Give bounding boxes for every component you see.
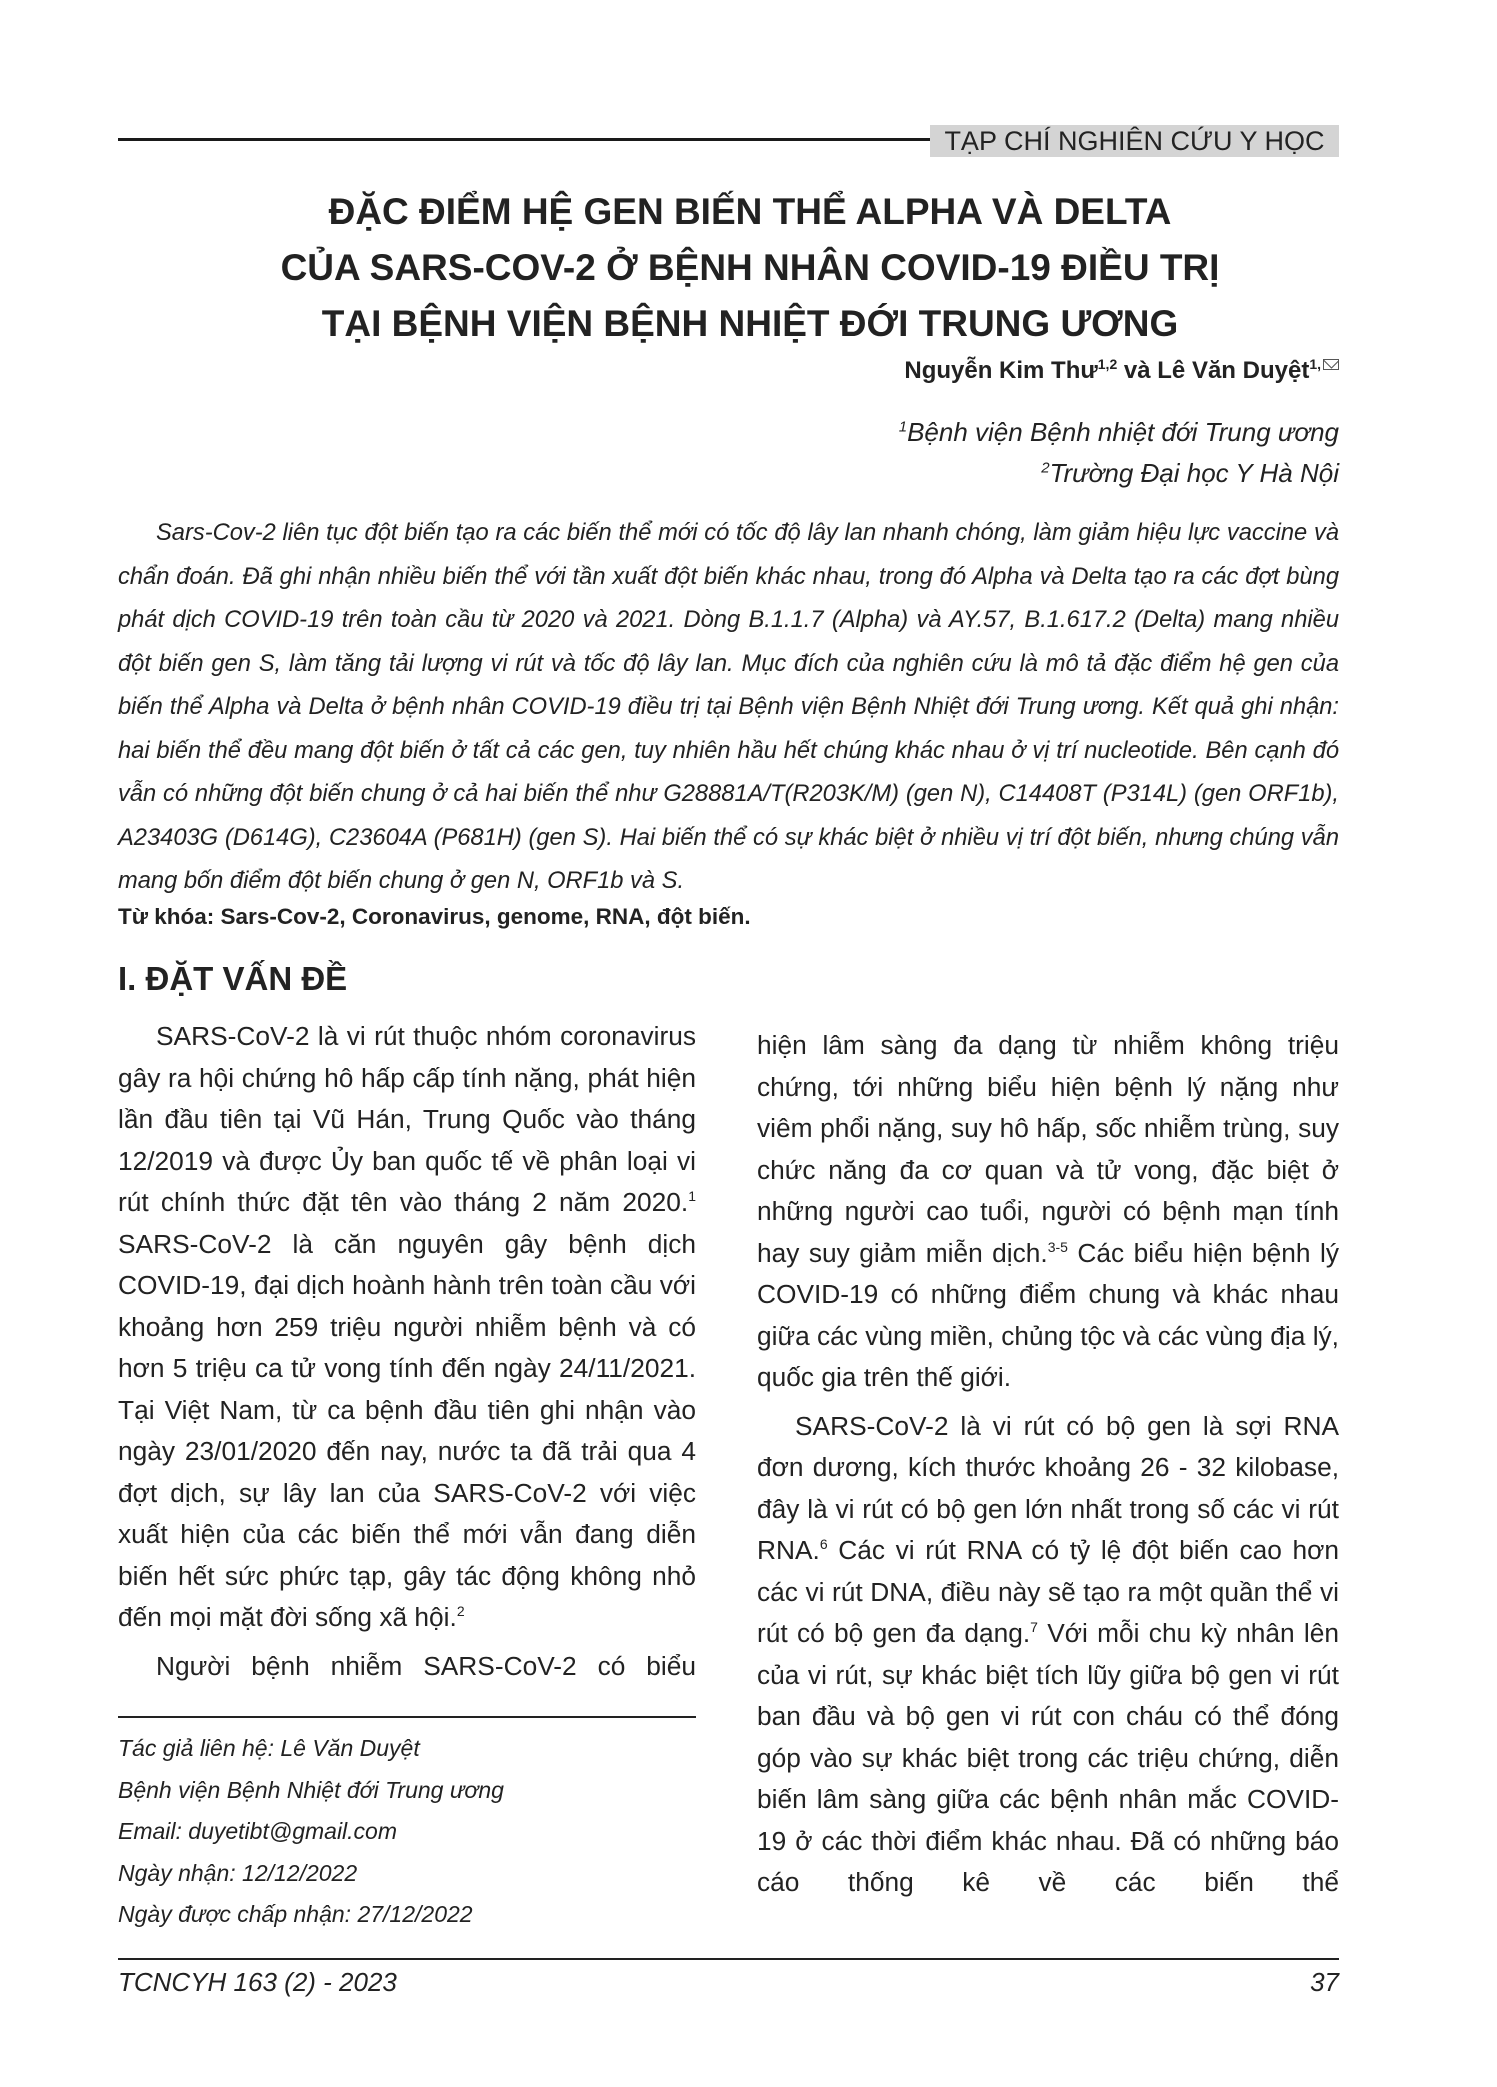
title-line-2: CỦA SARS-COV-2 Ở BỆNH NHÂN COVID-19 ĐIỀU TRỊ [280, 247, 1220, 288]
citation: 3-5 [1047, 1238, 1068, 1255]
affiliation-2 [1041, 458, 1339, 489]
left-column [118, 1016, 696, 1694]
right-column [757, 1025, 1339, 1911]
envelope-icon [1323, 359, 1339, 370]
paragraph-text: SARS-CoV-2 là vi rút có bộ gen là sợi RNA đơn dương, kích thước khoảng 26 - 32 kilobase, đây là vi rút có bộ gen lớn nhất trong số các vi rút RNA. [757, 1410, 1339, 1565]
affiliation-2-number: 2 [1041, 459, 1050, 477]
abstract [118, 512, 1339, 904]
paragraph [118, 1646, 696, 1688]
title-line-1: ĐẶC ĐIỂM HỆ GEN BIẾN THỂ ALPHA VÀ DELTA [328, 191, 1172, 232]
author-1-affiliation: 1,2 [1097, 356, 1118, 372]
paragraph [118, 1016, 696, 1639]
author-connector: và [1117, 357, 1158, 384]
paragraph-text: Các biểu hiện bệnh lý COVID-19 có những điểm chung và khác nhau giữa các vùng miền, chủng tộc và các vùng địa lý, quốc gia trên thế giới. [757, 1237, 1339, 1392]
author-1: Nguyễn Kim Thư [904, 357, 1098, 384]
corresponding-institution: Bệnh viện Bệnh Nhiệt đới Trung ương [118, 1776, 504, 1803]
article-title [150, 184, 1350, 352]
footnote-rule [118, 1716, 696, 1718]
abstract-text: Sars-Cov-2 liên tục đột biến tạo ra các biến thể mới có tốc độ lây lan nhanh chóng, làm giảm hiệu lực vaccine và chẩn đoán. Đã ghi nhận nhiều biến thể với tần xuất đột biến khác nhau, trong đó Alpha và Delta tạo ra các đợt bùng phát dịch COVID-19 trên toàn cầu từ 2020 và 2021. Dòng B.1.1.7 (Alpha) và AY.57, B.1.617.2 (Delta) mang nhiều đột biến gen S, làm tăng tải lượng vi rút và tốc độ lây lan. Mục đích của nghiên cứu là mô tả đặc điểm hệ gen của biến thể Alpha và Delta ở bệnh nhân COVID-19 điều trị tại Bệnh viện Bệnh Nhiệt đới Trung ương. Kết quả ghi nhận: hai biến thể đều mang đột biến ở tất cả các gen, tuy nhiên hầu hết chúng khác nhau ở vị trí nucleotide. Bên cạnh đó vẫn có những đột biến chung ở cả hai biến thể như G28881A/T(R203K/M) (gen N), C14408T (P314L) (gen ORF1b), A23403G (D614G), C23604A (P681H) (gen S). Hai biến thể có sự khác biệt ở nhiều vị trí đột biến, nhưng chúng vẫn mang bốn điểm đột biến chung ở gen N, ORF1b và S. [118, 520, 1339, 894]
paragraph-text: Với mỗi chu kỳ nhân lên của vi rút, sự khác biệt tích lũy giữa bộ gen vi rút ban đầu và bộ gen vi rút con cháu có thể đóng góp vào sự khác biệt trong các triệu chứng, diễn biến lâm sàng giữa các bệnh nhân mắc COVID-19 ở các thời điểm khác nhau. Đã có những báo cáo thống kê về các biến thể [757, 1618, 1339, 1897]
author-line [904, 356, 1339, 385]
paragraph-text: Các vi rút RNA có tỷ lệ đột biến cao hơn các vi rút DNA, điều này sẽ tạo ra một quần thể vi rút có bộ gen đa dạng. [757, 1535, 1339, 1648]
corresponding-email: Email: duyetibt@gmail.com [118, 1818, 397, 1844]
keywords: Từ khóa: Sars-Cov-2, Coronavirus, genome, RNA, đột biến. [118, 904, 751, 929]
affiliation-1-text: Bệnh viện Bệnh nhiệt đới Trung ương [907, 417, 1339, 447]
header-rule [118, 138, 930, 141]
paragraph [757, 1025, 1339, 1399]
paragraph-text: SARS-CoV-2 là vi rút thuộc nhóm coronavirus gây ra hội chứng hô hấp cấp tính nặng, phát hiện lần đầu tiên tại Vũ Hán, Trung Quốc vào tháng 12/2019 và được Ủy ban quốc tế về phân loại vi rút chính thức đặt tên vào tháng 2 năm 2020. [118, 1021, 696, 1217]
paragraph [757, 1406, 1339, 1904]
citation: 6 [819, 1536, 828, 1552]
section-heading: I. ĐẶT VẤN ĐỀ [118, 960, 348, 997]
title-line-3: TẠI BỆNH VIỆN BỆNH NHIỆT ĐỚI TRUNG ƯƠNG [321, 303, 1179, 344]
paragraph-text: Người bệnh nhiễm SARS-CoV-2 có biểu [156, 1650, 696, 1681]
page-number: 37 [1310, 1967, 1339, 1997]
citation: 7 [1030, 1619, 1038, 1635]
received-date: Ngày nhận: 12/12/2022 [118, 1859, 358, 1886]
footer-rule [118, 1958, 1339, 1960]
affiliation-1-number: 1 [898, 418, 908, 436]
accepted-date: Ngày được chấp nhận: 27/12/2022 [118, 1901, 473, 1927]
paragraph-text: SARS-CoV-2 là căn nguyên gây bệnh dịch COVID-19, đại dịch hoành hành trên toàn cầu với khoảng hơn 259 triệu người nhiễm bệnh và có hơn 5 triệu ca tử vong tính đến ngày 24/11/2021. Tại Việt Nam, từ ca bệnh đầu tiên ghi nhận vào ngày 23/01/2020 đến nay, nước ta đã trải qua 4 đợt dịch, sự lây lan của SARS-CoV-2 với việc xuất hiện của các biến thể mới vẫn đang diễn biến hết sức phức tạp, gây tác động không nhỏ đến mọi mặt đời sống xã hội. [118, 1228, 696, 1632]
journal-name: TẠP CHÍ NGHIÊN CỨU Y HỌC [930, 125, 1339, 157]
journal-issue: TCNCYH 163 (2) - 2023 [118, 1967, 397, 1997]
citation: 1 [688, 1188, 696, 1204]
author-2: Lê Văn Duyệt [1157, 357, 1310, 384]
affiliation-1 [899, 417, 1339, 448]
paragraph-text: hiện lâm sàng đa dạng từ nhiễm không triệu chứng, tới những biểu hiện bệnh lý nặng như viêm phổi nặng, suy hô hấp, sốc nhiễm trùng, suy chức năng đa cơ quan và tử vong, đặc biệt ở những người cao tuổi, người có bệnh mạn tính hay suy giảm miễn dịch. [757, 1030, 1339, 1268]
affiliation-2-text: Trường Đại học Y Hà Nội [1049, 458, 1339, 488]
corresponding-author: Tác giả liên hệ: Lê Văn Duyệt [118, 1735, 420, 1761]
author-2-affiliation: 1, [1309, 356, 1321, 372]
correspondence-footnote [118, 1728, 504, 1936]
citation: 2 [456, 1603, 465, 1619]
